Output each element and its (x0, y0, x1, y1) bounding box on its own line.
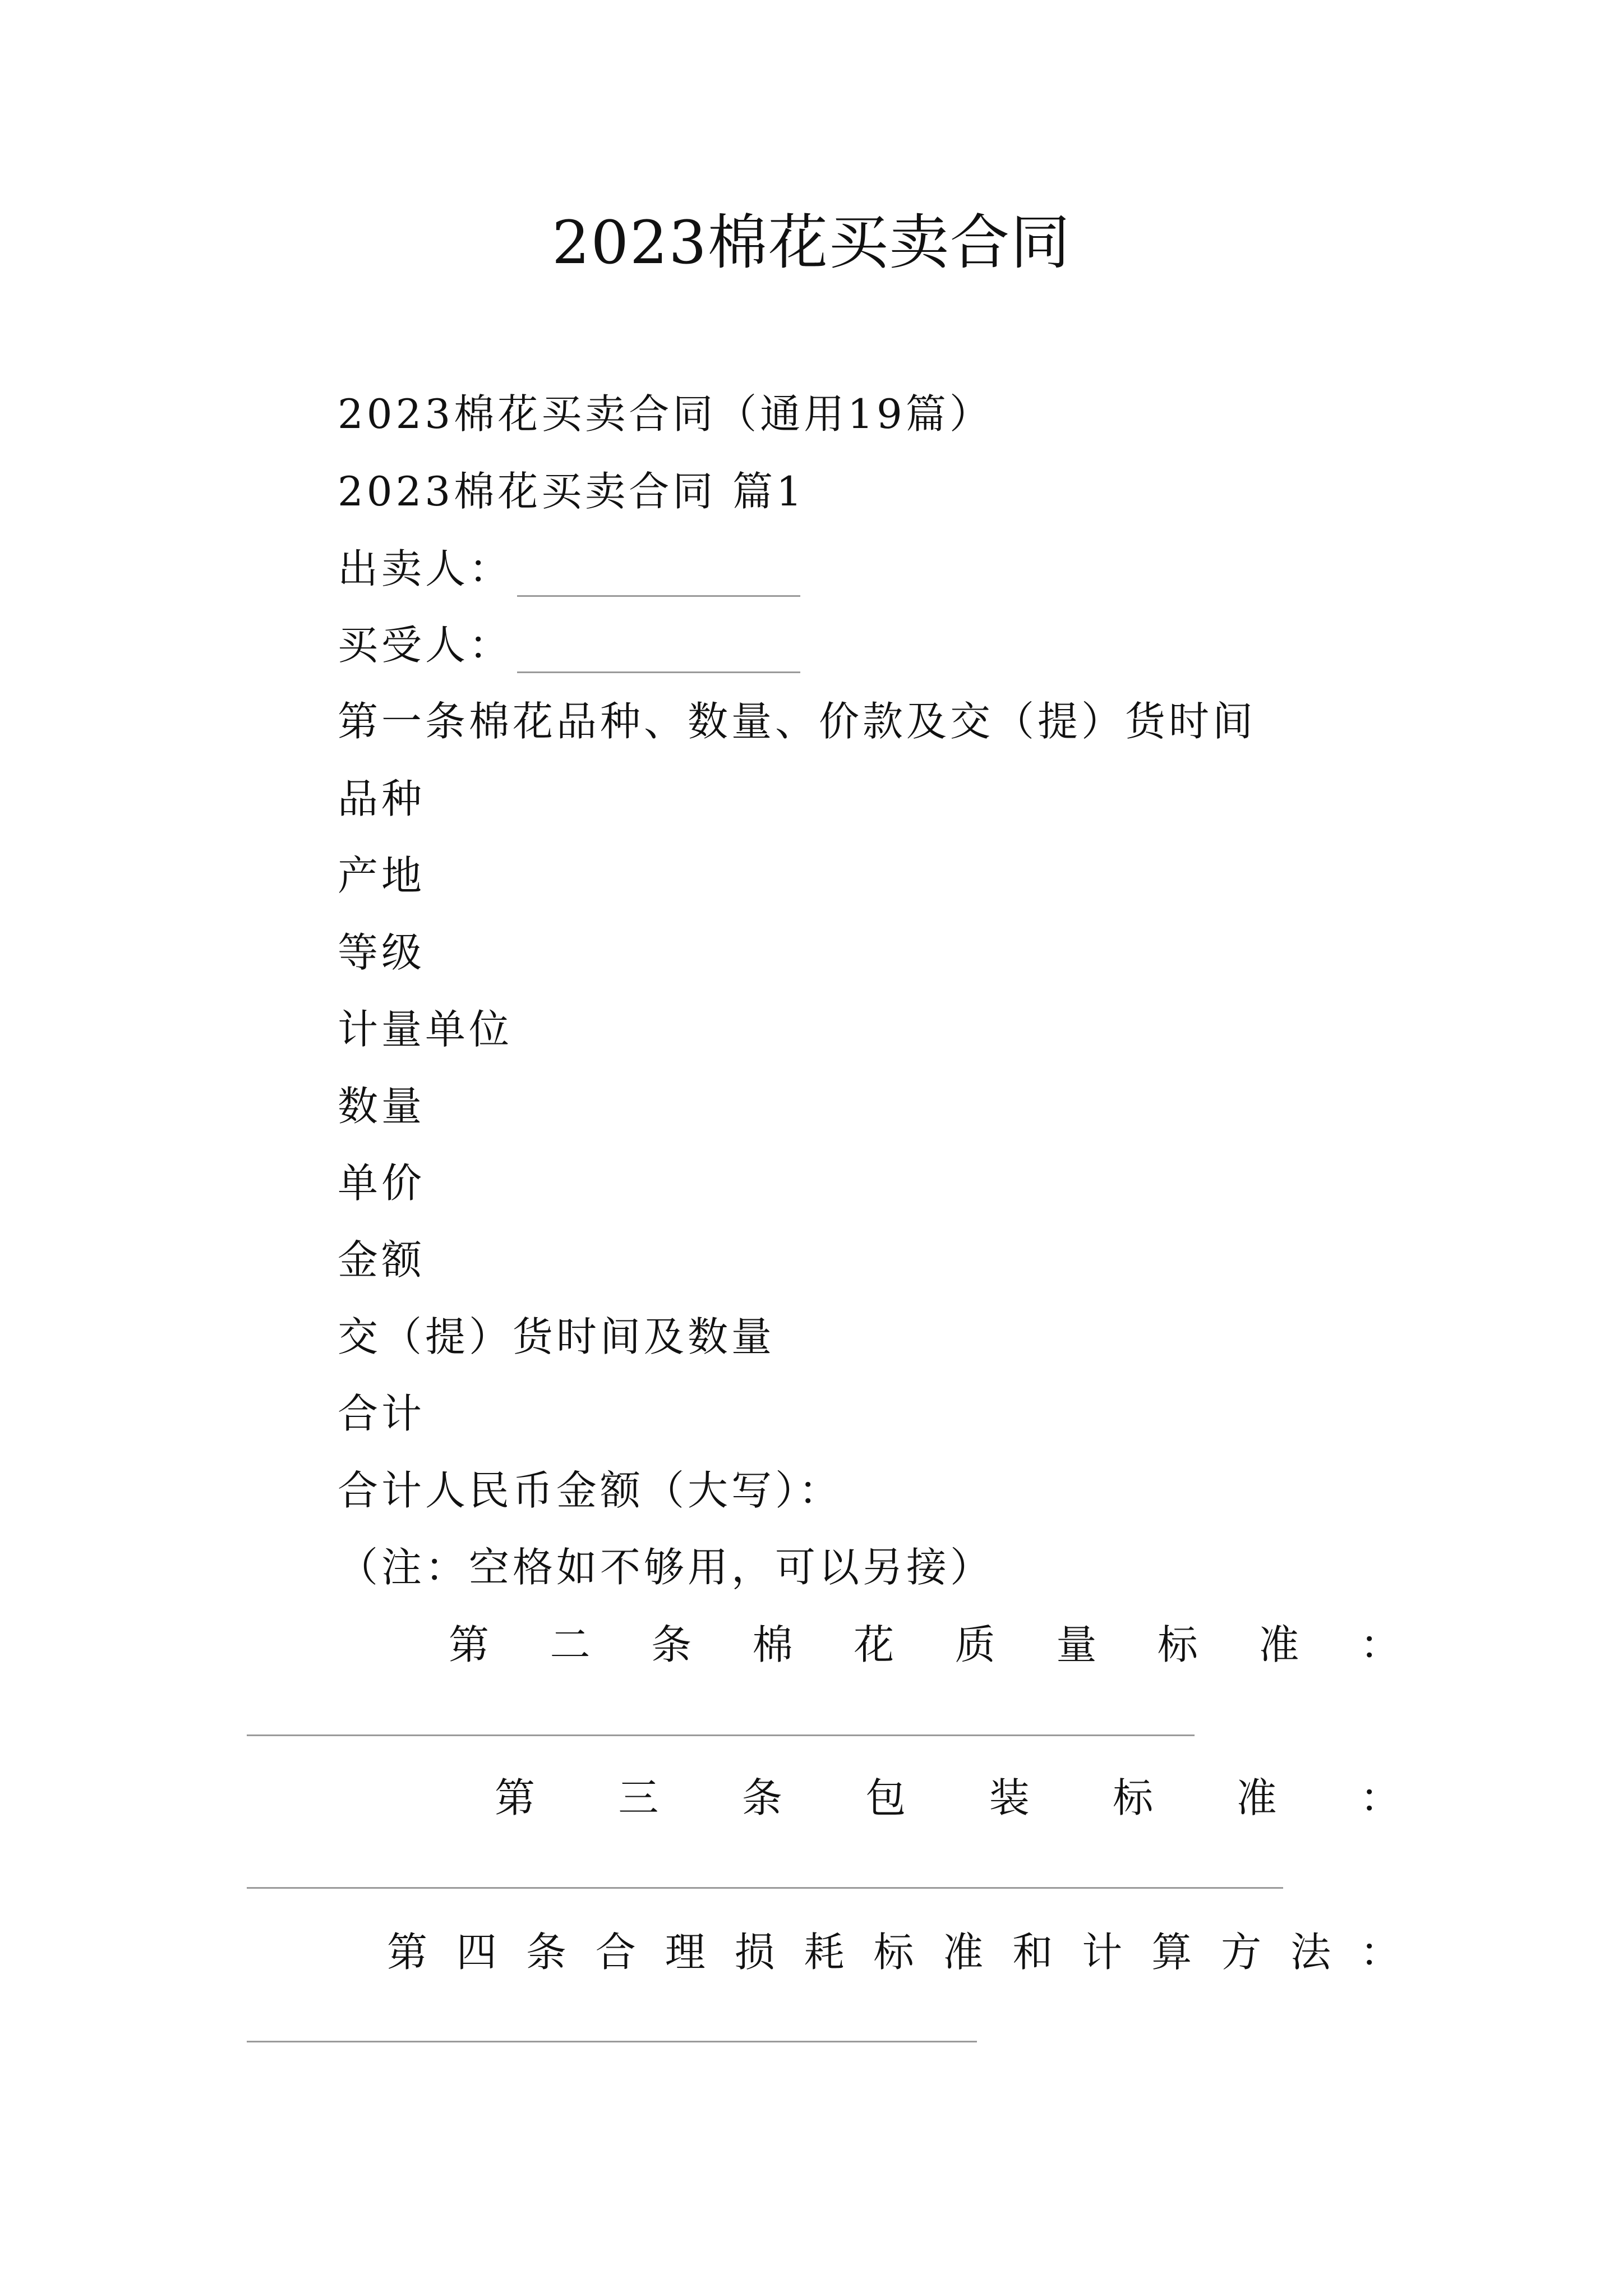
seller-line (338, 541, 800, 597)
heading-char: 和 (1012, 1929, 1053, 1976)
heading-char: 装 (989, 1774, 1030, 1821)
heading-char: 三 (618, 1774, 659, 1821)
heading-char: 四 (456, 1929, 497, 1976)
heading-char: 条 (651, 1621, 692, 1668)
heading-char: 计 (1082, 1929, 1123, 1976)
article-3-heading (0, 1770, 1623, 1826)
heading-char: 第 (495, 1774, 536, 1821)
heading-char: 花 (854, 1621, 895, 1668)
heading-char: 合 (595, 1929, 636, 1976)
heading-char: 准 (1236, 1774, 1277, 1821)
section-heading: 2023棉花买卖合同 篇1 (338, 468, 805, 515)
seller-label: 出卖人： (338, 545, 513, 592)
field-total: 合计 (338, 1390, 426, 1437)
heading-char: 准 (943, 1929, 984, 1976)
article-4-heading (0, 1924, 1623, 1980)
field-unit-price: 单价 (338, 1159, 426, 1207)
heading-char: 标 (1157, 1621, 1198, 1668)
heading-char: 损 (734, 1929, 775, 1976)
seller-blank (517, 556, 800, 597)
document-title: 2023棉花买卖合同 (552, 208, 1071, 277)
heading-char: 准 (1258, 1621, 1299, 1668)
heading-char: 法 (1290, 1929, 1331, 1976)
article-4-blank (247, 2041, 977, 2042)
heading-char: ： (1360, 1621, 1401, 1668)
article-1-heading: 第一条棉花品种、数量、价款及交（提）货时间 (338, 698, 1257, 745)
buyer-blank (517, 632, 800, 673)
heading-char: 理 (665, 1929, 706, 1976)
field-grade: 等级 (338, 929, 426, 976)
heading-char: 棉 (752, 1621, 793, 1668)
field-delivery: 交（提）货时间及数量 (338, 1313, 776, 1360)
note-line: （注：空格如不够用，可以另接） (338, 1544, 994, 1591)
field-total-rmb: 合计人民币金额（大写）： (338, 1467, 843, 1514)
heading-char: 质 (955, 1621, 995, 1668)
field-amount: 金额 (338, 1236, 426, 1283)
field-variety: 品种 (338, 775, 426, 822)
heading-char: 算 (1151, 1929, 1192, 1976)
heading-char: 第 (449, 1621, 490, 1668)
article-2-heading (0, 1617, 1623, 1673)
article-3-blank (247, 1887, 1283, 1889)
heading-char: 耗 (804, 1929, 845, 1976)
heading-char: 方 (1221, 1929, 1262, 1976)
heading-char: 标 (873, 1929, 914, 1976)
heading-char: 二 (550, 1621, 591, 1668)
heading-char: 条 (525, 1929, 566, 1976)
field-unit: 计量单位 (338, 1006, 513, 1053)
heading-char: 条 (741, 1774, 782, 1821)
heading-char: 量 (1056, 1621, 1097, 1668)
buyer-line (338, 617, 800, 673)
field-quantity: 数量 (338, 1083, 426, 1130)
heading-char: 第 (387, 1929, 428, 1976)
field-origin: 产地 (338, 852, 426, 899)
heading-char: 包 (865, 1774, 906, 1821)
article-2-blank (247, 1734, 1195, 1736)
heading-char: 标 (1113, 1774, 1154, 1821)
buyer-label: 买受人： (338, 622, 513, 669)
heading-char: ： (1360, 1929, 1401, 1976)
heading-char: ： (1360, 1774, 1401, 1821)
document-subtitle: 2023棉花买卖合同（通用19篇） (338, 390, 993, 438)
